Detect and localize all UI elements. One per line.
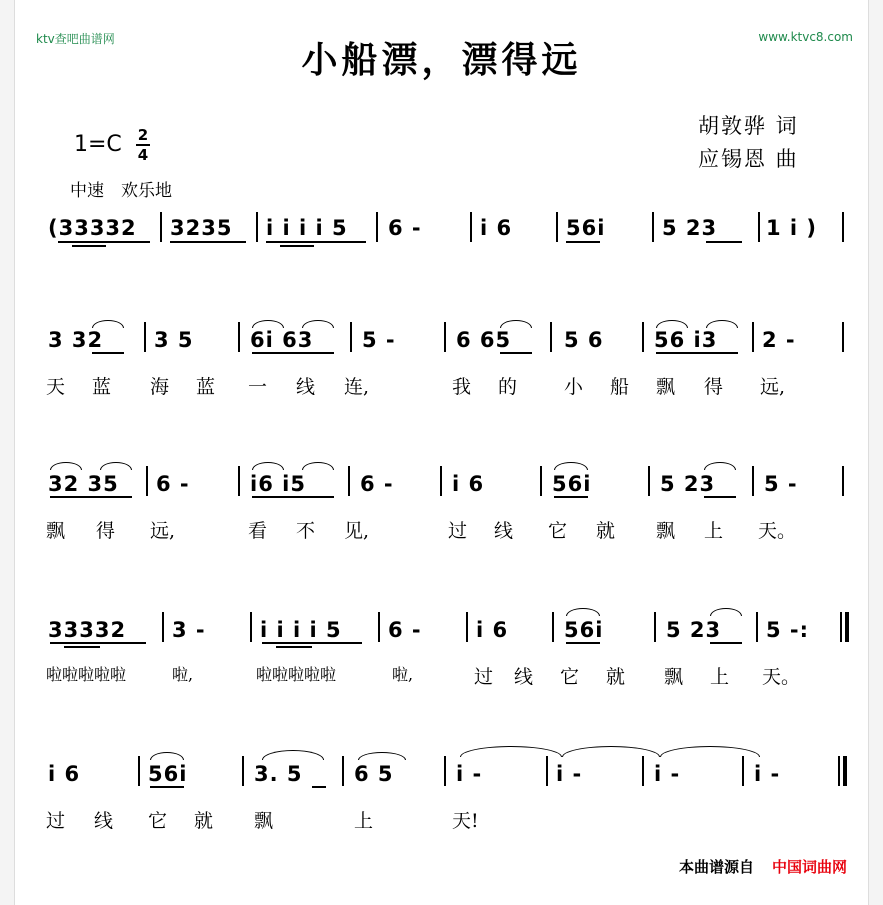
lyric: 飘: [664, 666, 684, 688]
measure: i -: [456, 762, 483, 786]
measure: i 6: [476, 618, 509, 642]
lyric: 它: [148, 810, 168, 832]
lyric: 连,: [344, 376, 370, 398]
source-label: 本曲谱源自: [678, 858, 754, 876]
measure: 32 35: [48, 472, 119, 496]
lyric: 就: [194, 810, 214, 832]
lyric: 见,: [344, 520, 370, 542]
lyric: 过: [46, 810, 66, 832]
song-title: 小船漂，漂得远: [301, 39, 582, 81]
lyric: 就: [606, 666, 626, 688]
lyric: 不: [296, 520, 316, 542]
lyric: 线: [494, 520, 514, 542]
measure: 3. 5: [254, 762, 303, 786]
measure: i -: [556, 762, 583, 786]
measure: 6 -: [388, 216, 422, 240]
time-signature: [135, 126, 151, 164]
lyric: 海: [150, 376, 170, 398]
measure: 3 32: [48, 328, 104, 352]
key-signature: 1=C: [74, 132, 122, 157]
measure: i 6: [48, 762, 81, 786]
lyric: 就: [596, 520, 616, 542]
lyric: 过: [474, 666, 494, 688]
lyric: 飘: [254, 810, 274, 832]
lyric: 飘: [46, 520, 66, 542]
measure: 5 23: [660, 472, 716, 496]
lyric: 过: [448, 520, 468, 542]
lyric: 远,: [760, 376, 786, 398]
lyric: 线: [514, 666, 534, 688]
measure: i 6: [452, 472, 485, 496]
lyric: 船: [610, 376, 630, 398]
lyric: 啦啦啦啦啦: [256, 665, 337, 684]
lyric: 它: [548, 520, 568, 542]
measure: 6 65: [456, 328, 512, 352]
lyric: 上: [704, 520, 724, 542]
source-site-link[interactable]: 中国词曲网: [771, 858, 847, 876]
composer-credit: 应锡恩 曲: [698, 147, 799, 171]
measure: 5 23: [666, 618, 722, 642]
measure: i i i i 5: [266, 216, 348, 240]
lyric: 啦,: [392, 665, 414, 684]
measure: i -: [654, 762, 681, 786]
lyric: 天。: [762, 666, 801, 688]
lyric: 天: [46, 376, 66, 398]
measure: 1 i ): [766, 216, 818, 240]
lyricist-credit: 胡敦骅 词: [698, 114, 799, 138]
measure: i -: [754, 762, 781, 786]
measure: 56i: [148, 762, 188, 786]
lyric: 远,: [150, 520, 176, 542]
measure: 6 -: [156, 472, 190, 496]
measure: 56i: [552, 472, 592, 496]
measure: 33332: [48, 618, 127, 642]
measure: 56 i3: [654, 328, 718, 352]
lyric: 看: [248, 520, 268, 542]
lyric: 我: [452, 376, 472, 398]
meter-top: 2: [137, 126, 149, 144]
lyric: 上: [354, 810, 374, 832]
measure: 6i 63: [250, 328, 314, 352]
lyric: 线: [296, 376, 316, 398]
measure: 3 5: [154, 328, 194, 352]
right-watermark-strip: [868, 0, 883, 905]
source-credit: [679, 856, 847, 877]
measure: 5 -: [764, 472, 798, 496]
measure: 5 23: [662, 216, 718, 240]
lyric: 一: [248, 376, 268, 398]
measure: 5 -:: [766, 618, 810, 642]
lyric: 得: [704, 376, 724, 398]
measure: 56i: [566, 216, 606, 240]
lyric: 飘: [656, 376, 676, 398]
measure: i i i i 5: [260, 618, 342, 642]
lyric: 它: [560, 666, 580, 688]
lyric: 小: [564, 376, 584, 398]
measure: i6 i5: [250, 472, 306, 496]
measure: 56i: [564, 618, 604, 642]
lyric: 啦啦啦啦啦: [46, 665, 127, 684]
measure: (33332: [48, 216, 137, 240]
tempo-marking: 中速 欢乐地: [70, 181, 172, 201]
lyric: 蓝: [92, 376, 112, 398]
measure: 2 -: [762, 328, 796, 352]
measure: 3235: [170, 216, 233, 240]
measure: 6 -: [360, 472, 394, 496]
measure: 5 6: [564, 328, 604, 352]
left-watermark-strip: [0, 0, 15, 905]
lyric: 飘: [656, 520, 676, 542]
site-right-url[interactable]: www.ktvc8.com: [758, 30, 853, 44]
lyric: 啦,: [172, 665, 194, 684]
lyric: 的: [498, 376, 518, 398]
lyric: 天。: [758, 520, 797, 542]
lyric: 得: [96, 520, 116, 542]
measure: 6 5: [354, 762, 394, 786]
measure: 6 -: [388, 618, 422, 642]
measure: 5 -: [362, 328, 396, 352]
measure: i 6: [480, 216, 513, 240]
lyric: 上: [710, 666, 730, 688]
meter-bottom: 4: [137, 145, 149, 164]
site-left-label: ktv查吧曲谱网: [36, 32, 115, 46]
lyric: 线: [94, 810, 114, 832]
lyric: 蓝: [196, 376, 216, 398]
measure: 3 -: [172, 618, 206, 642]
lyric: 天!: [452, 810, 479, 832]
